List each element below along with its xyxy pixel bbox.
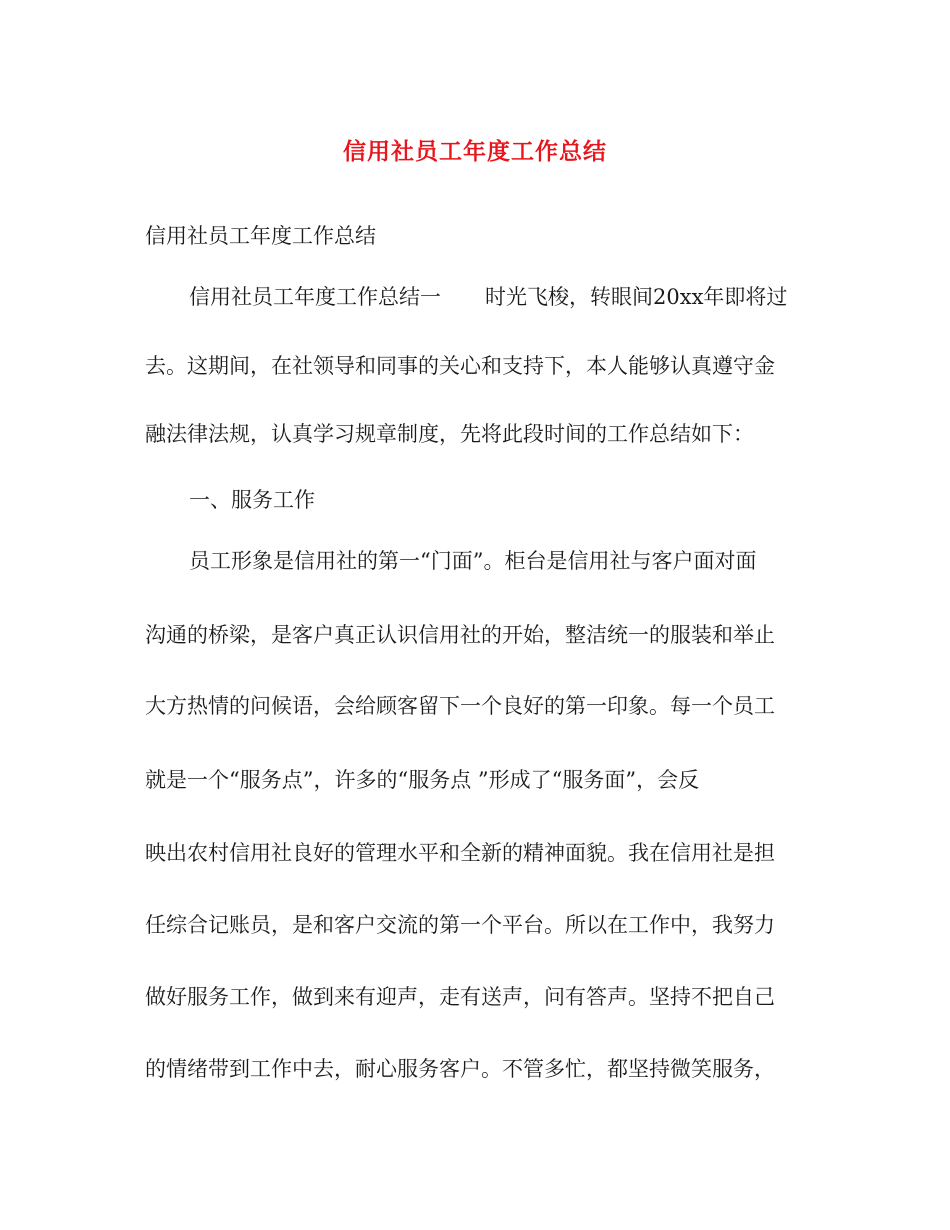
- paragraph-line: 大方热情的问候语，会给顾客留下一个良好的第一印象。每一个员工: [145, 694, 775, 718]
- paragraph-line: 员工形象是信用社的第一“门面”。柜台是信用社与客户面对面: [189, 549, 757, 573]
- paragraph-line: 去。这期间，在社领导和同事的关心和支持下，本人能够认真遵守金: [145, 354, 775, 378]
- paragraph-line: 任综合记账员，是和客户交流的第一个平台。所以在工作中，我努力: [145, 913, 775, 937]
- intro-lead: 信用社员工年度工作总结一: [189, 285, 441, 309]
- paragraph-line: 融法律法规，认真学习规章制度，先将此段时间的工作总结如下：: [145, 422, 754, 446]
- paragraph-line: 就是一个“服务点”，许多的“服务点 ”形成了“服务面”，会反: [145, 768, 700, 792]
- document-title: 信用社员工年度工作总结: [343, 138, 607, 165]
- paragraph-line: 映出农村信用社良好的管理水平和全新的精神面貌。我在信用社是担: [145, 841, 775, 865]
- section-heading: 一、服务工作: [189, 488, 315, 512]
- intro-line: [189, 282, 787, 312]
- intro-rest: 时光飞梭，转眼间20xx年即将过: [485, 285, 788, 309]
- paragraph-line: 的情绪带到工作中去，耐心服务客户。不管多忙，都坚持微笑服务，: [145, 1057, 775, 1081]
- paragraph-line: 沟通的桥梁，是客户真正认识信用社的开始，整洁统一的服装和举止: [145, 623, 775, 647]
- document-subtitle: 信用社员工年度工作总结: [145, 224, 376, 248]
- paragraph-line: 做好服务工作，做到来有迎声，走有送声，问有答声。坚持不把自己: [145, 985, 775, 1009]
